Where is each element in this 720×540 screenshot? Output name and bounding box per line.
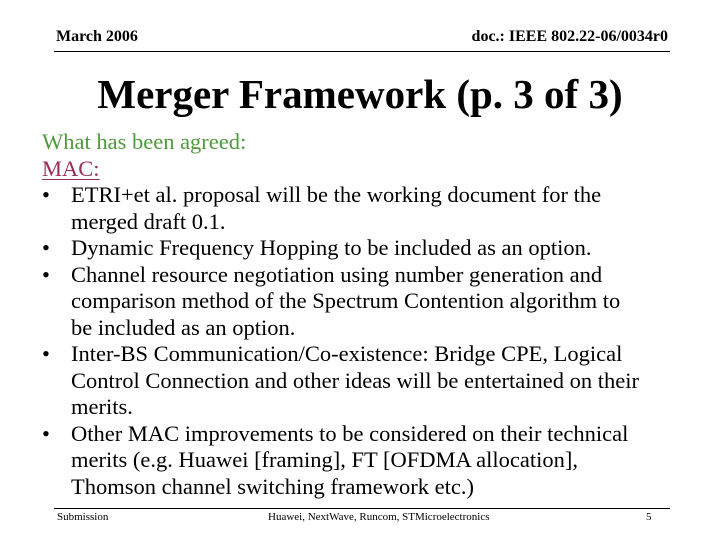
bullet-line: Thomson channel switching framework etc.) bbox=[71, 473, 475, 499]
bullet-item bbox=[42, 262, 702, 342]
intro-text: What has been agreed: bbox=[42, 129, 247, 154]
bullet-text bbox=[71, 182, 702, 235]
bullet-marker: • bbox=[42, 182, 50, 207]
bullet-item bbox=[42, 421, 702, 501]
header-date: March 2006 bbox=[56, 28, 138, 45]
footer-submission: Submission bbox=[57, 511, 109, 523]
bullet-line: Other MAC improvements to be considered on their technical bbox=[71, 420, 629, 446]
bullet-marker: • bbox=[42, 420, 50, 446]
bullet-line: Control Connection and other ideas will be entertained on their bbox=[71, 367, 639, 393]
bullet-text bbox=[71, 262, 702, 342]
section-label-mac: MAC: bbox=[42, 155, 100, 181]
header-doc-id: doc.: IEEE 802.22-06/0034r0 bbox=[471, 28, 668, 45]
bullet-marker: • bbox=[42, 341, 50, 366]
bullet-line: Dynamic Frequency Hopping to be included as an option. bbox=[71, 235, 592, 260]
slide-body bbox=[42, 129, 702, 500]
bullet-marker: • bbox=[42, 261, 50, 287]
footer-divider bbox=[54, 508, 670, 509]
bullet-item bbox=[42, 182, 702, 235]
bullet-text bbox=[71, 235, 702, 262]
bullet-line: merged draft 0.1. bbox=[71, 208, 226, 234]
bullet-line: Channel resource negotiation using number generation and bbox=[71, 261, 603, 287]
slide-title: Merger Framework (p. 3 of 3) bbox=[97, 71, 623, 117]
bullet-line: comparison method of the Spectrum Contention algorithm to bbox=[71, 288, 621, 313]
bullet-text bbox=[71, 421, 702, 501]
bullet-list bbox=[42, 182, 702, 500]
bullet-item bbox=[42, 235, 702, 262]
bullet-line: ETRI+et al. proposal will be the working document for the bbox=[71, 182, 602, 207]
footer-authors: Huawei, NextWave, Runcom, STMicroelectronics bbox=[268, 511, 490, 523]
footer-page-number: 5 bbox=[646, 511, 652, 523]
header-divider bbox=[54, 51, 670, 52]
bullet-line: merits. bbox=[71, 394, 133, 419]
bullet-item bbox=[42, 341, 702, 421]
bullet-line: Inter-BS Communication/Co-existence: Bridge CPE, Logical bbox=[71, 341, 623, 366]
bullet-line: merits (e.g. Huawei [framing], FT [OFDMA allocation], bbox=[71, 447, 578, 472]
bullet-line: be included as an option. bbox=[71, 314, 296, 340]
bullet-text bbox=[71, 341, 702, 421]
bullet-marker: • bbox=[42, 235, 50, 260]
